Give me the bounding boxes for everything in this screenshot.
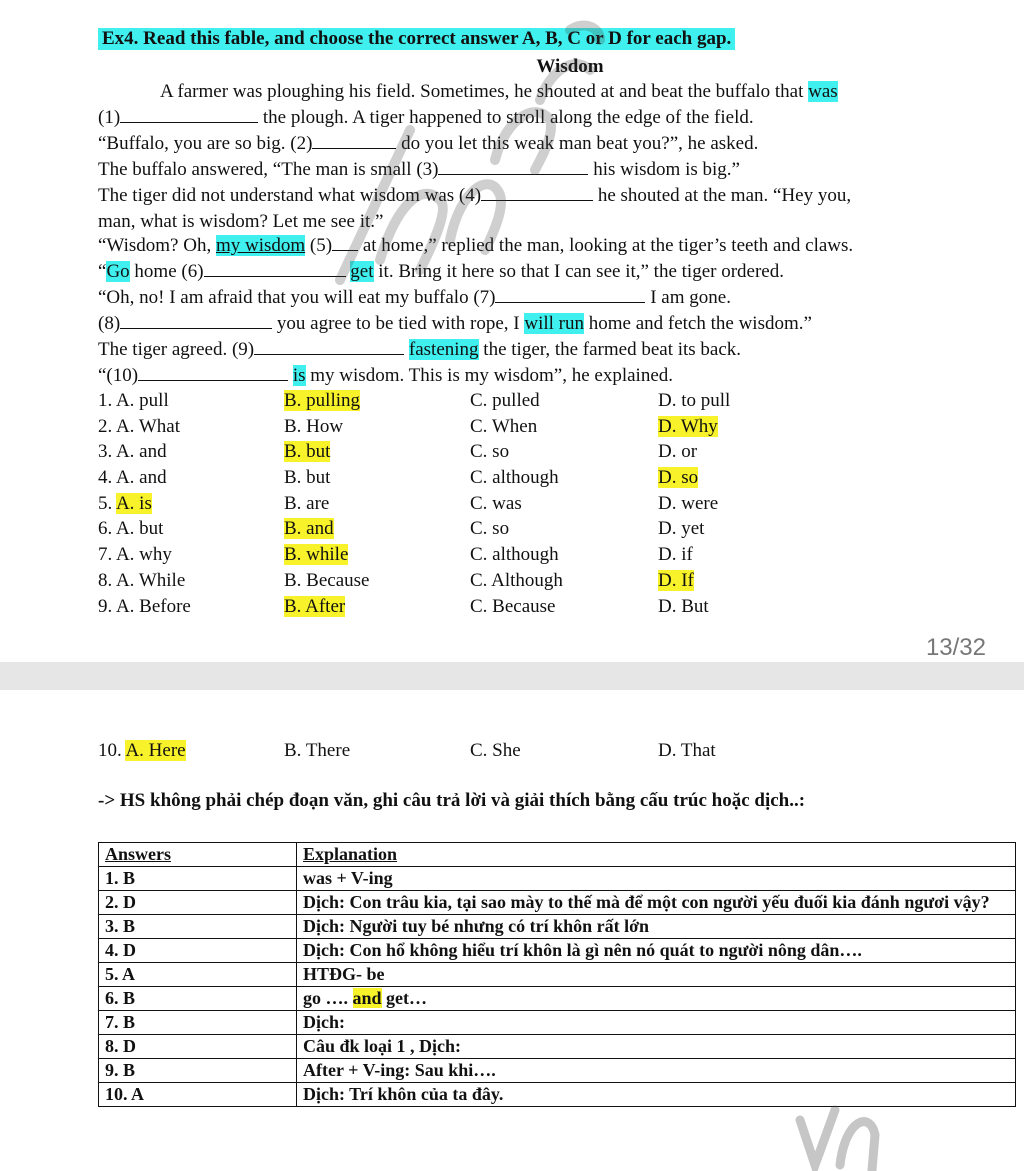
passage-text: “(10) xyxy=(98,365,139,386)
choice-label: A. What xyxy=(115,415,180,437)
table-cell xyxy=(99,867,297,891)
option-choice xyxy=(98,596,191,618)
correct-choice: D. If xyxy=(658,569,694,591)
explanation-cell: Dịch: Con hổ không hiểu trí khôn là gì nên nó quát to người nông dân…. xyxy=(303,940,862,960)
option-choice xyxy=(470,390,540,412)
highlighted-text: my wisdom xyxy=(215,235,306,256)
correct-choice: A. Here xyxy=(125,740,186,761)
choice-label: A. but xyxy=(115,518,164,540)
choice-label: A. why xyxy=(115,544,172,566)
answer-blank xyxy=(481,184,593,201)
choice-label: C. When xyxy=(470,415,538,437)
passage-text: at home,” replied the man, looking at the tiger’s teeth and claws. xyxy=(358,235,854,256)
answer-blank xyxy=(495,286,645,303)
answer-cell: 7. B xyxy=(105,1012,136,1032)
option-row-10 xyxy=(98,740,898,766)
highlighted-text: Go xyxy=(106,261,130,282)
question-number: 9. xyxy=(98,595,116,617)
instruction-note: -> HS không phải chép đoạn văn, ghi câu trả lời và giải thích bằng cấu trúc hoặc dịch..: xyxy=(98,790,806,811)
option-choice xyxy=(470,493,522,515)
option-choice xyxy=(470,441,509,463)
table-cell xyxy=(297,891,1016,915)
passage-text: I am gone. xyxy=(645,287,731,308)
table-row xyxy=(99,1011,1016,1035)
explanation-cell: Dịch: Con trâu kia, tại sao mày to thế mà để một con người yếu đuối kia đánh ngươi vậy? xyxy=(303,892,990,912)
passage-text: my wisdom. This is my wisdom”, he explained. xyxy=(305,365,674,386)
table-row xyxy=(99,891,1016,915)
option-choice xyxy=(98,441,167,463)
correct-choice: D. so xyxy=(658,467,699,489)
option-choice xyxy=(284,518,334,540)
fable-title-text: Wisdom xyxy=(536,56,604,77)
passage-text: the tiger, the farmed beat its back. xyxy=(478,339,742,360)
question-number: 3. xyxy=(98,441,116,463)
option-choice xyxy=(284,544,348,566)
highlighted-text: will run xyxy=(524,313,584,334)
table-cell xyxy=(99,915,297,939)
option-choice xyxy=(658,467,698,489)
choice-label: B. How xyxy=(284,415,344,437)
passage-text: home (6) xyxy=(129,261,204,282)
table-cell xyxy=(297,963,1016,987)
choice-label: D. or xyxy=(658,441,698,463)
question-number: 2. xyxy=(98,415,116,437)
answer-cell: 4. D xyxy=(105,940,136,960)
fable-title xyxy=(0,56,1024,78)
highlighted-text: fastening xyxy=(408,339,479,360)
passage-text: you agree to be tied with rope, I xyxy=(272,313,525,334)
option-choice xyxy=(284,596,345,618)
option-choice xyxy=(284,441,330,463)
correct-choice: B. while xyxy=(284,544,349,566)
choice-label: C. She xyxy=(470,740,521,761)
table-row xyxy=(99,867,1016,891)
passage-line xyxy=(98,184,851,208)
option-choice xyxy=(658,518,704,540)
page-separator xyxy=(0,662,1024,690)
option-choice xyxy=(658,416,718,438)
option-choice xyxy=(284,570,369,592)
option-choice xyxy=(470,518,509,540)
answer-cell: 6. B xyxy=(105,988,136,1008)
choice-label: B. are xyxy=(284,492,330,514)
answer-cell: 5. A xyxy=(105,964,136,984)
answer-blank xyxy=(438,158,588,175)
passage-text: The tiger agreed. (9) xyxy=(98,339,255,360)
choice-label: C. was xyxy=(470,492,522,514)
table-row xyxy=(99,1083,1016,1107)
explanation-cell: HTĐG- be xyxy=(303,964,385,984)
option-choice xyxy=(470,544,559,566)
choice-label: B. Because xyxy=(284,569,370,591)
question-number: 5. xyxy=(98,492,116,514)
explanation-cell: go …. and get… xyxy=(303,988,428,1008)
passage-line xyxy=(160,80,838,104)
passage-text: the plough. A tiger happened to stroll along the edge of the field. xyxy=(258,107,754,128)
passage-text: it. Bring it here so that I can see it,” the tiger ordered. xyxy=(373,261,784,282)
question-number: 1. xyxy=(98,390,116,411)
choice-label: C. pulled xyxy=(470,390,540,411)
table-cell xyxy=(297,915,1016,939)
option-choice xyxy=(284,740,350,762)
option-choice xyxy=(284,493,329,515)
answer-cell: Answers xyxy=(105,844,171,864)
passage-line xyxy=(98,234,853,258)
choice-label: A. Before xyxy=(115,595,191,617)
choice-label: A. and xyxy=(115,467,167,489)
question-number: 10. xyxy=(98,740,126,761)
exercise-title: Ex4. Read this fable, and choose the correct answer A, B, C or D for each gap. xyxy=(98,28,735,50)
option-choice xyxy=(658,493,718,515)
choice-label: B. There xyxy=(284,740,351,761)
explanation-cell: Dịch: xyxy=(303,1012,345,1032)
highlighted-text: was xyxy=(808,81,838,102)
table-cell xyxy=(297,1059,1016,1083)
choice-label: A. pull xyxy=(115,390,169,411)
explanation-cell: After + V-ing: Sau khi…. xyxy=(303,1060,496,1080)
choice-label: A. While xyxy=(115,569,186,591)
answer-blank xyxy=(332,234,358,251)
passage-line xyxy=(98,338,741,362)
choice-label: C. Although xyxy=(470,569,563,591)
table-cell xyxy=(99,1035,297,1059)
answer-cell: 10. A xyxy=(105,1084,145,1104)
explanation-cell: Explanation xyxy=(303,844,398,864)
option-choice xyxy=(470,467,559,489)
table-row xyxy=(99,1035,1016,1059)
choice-label: C. so xyxy=(470,518,510,540)
answer-cell: 9. B xyxy=(105,1060,136,1080)
passage-text: (1) xyxy=(98,107,121,128)
option-choice xyxy=(470,740,521,762)
answer-cell: 1. B xyxy=(105,868,136,888)
highlighted-text: is xyxy=(292,365,306,386)
table-cell xyxy=(297,939,1016,963)
option-choice xyxy=(658,740,716,762)
table-row xyxy=(99,939,1016,963)
option-choice xyxy=(98,544,172,566)
table-cell xyxy=(297,1011,1016,1035)
option-choice xyxy=(658,544,693,566)
table-cell xyxy=(297,843,1016,867)
choice-label: C. although xyxy=(470,467,559,489)
passage-text: “ xyxy=(98,261,107,282)
option-choice xyxy=(98,570,185,592)
passage-text: A farmer was ploughing his field. Sometimes, he shouted at and beat the buffalo that xyxy=(160,81,809,102)
choice-label: C. so xyxy=(470,441,510,463)
option-choice xyxy=(98,467,167,489)
answer-blank xyxy=(312,132,396,149)
passage-text: home and fetch the wisdom.” xyxy=(584,313,812,334)
option-choice xyxy=(98,740,186,762)
passage-line xyxy=(98,286,731,310)
question-number: 7. xyxy=(98,544,116,566)
passage-text: he shouted at the man. “Hey you, xyxy=(593,185,852,206)
passage-line xyxy=(98,132,758,156)
passage-line xyxy=(98,312,812,336)
passage-line xyxy=(98,260,784,284)
option-choice xyxy=(658,570,694,592)
explanation-cell: was + V-ing xyxy=(303,868,393,888)
passage-text: his wisdom is big.” xyxy=(588,159,740,180)
correct-choice: B. After xyxy=(284,595,346,617)
table-cell xyxy=(297,1035,1016,1059)
choice-label: D. But xyxy=(658,595,709,617)
choice-label: A. and xyxy=(115,441,167,463)
choice-label: D. were xyxy=(658,492,719,514)
choice-label: D. That xyxy=(658,740,716,761)
correct-choice: D. Why xyxy=(658,415,718,437)
passage-text: “Buffalo, you are so big. (2) xyxy=(98,133,313,154)
passage-text: (8) xyxy=(98,313,121,334)
table-cell xyxy=(99,1083,297,1107)
choice-label: D. if xyxy=(658,544,693,566)
passage-text: man, what is wisdom? Let me see it.” xyxy=(98,211,384,232)
option-choice xyxy=(284,467,330,489)
answer-blank xyxy=(138,364,288,381)
question-number: 8. xyxy=(98,569,116,591)
table-row xyxy=(99,1059,1016,1083)
table-row xyxy=(99,987,1016,1011)
page-indicator: 13/32 xyxy=(925,634,986,661)
option-choice xyxy=(470,570,563,592)
passage-text: (5) xyxy=(305,235,333,256)
answer-cell: 3. B xyxy=(105,916,136,936)
option-choice xyxy=(284,416,343,438)
answer-cell: 2. D xyxy=(105,892,136,912)
choice-label: C. although xyxy=(470,544,559,566)
explanation-cell: Dịch: Trí khôn của ta đây. xyxy=(303,1084,504,1104)
table-cell xyxy=(297,1083,1016,1107)
option-choice xyxy=(98,493,152,515)
passage-text: “Oh, no! I am afraid that you will eat my buffalo (7) xyxy=(98,287,496,308)
highlighted-text: get xyxy=(350,261,374,282)
table-header-row xyxy=(99,843,1016,867)
table-cell xyxy=(99,963,297,987)
table-cell xyxy=(99,891,297,915)
question-number: 4. xyxy=(98,467,116,489)
option-choice xyxy=(98,390,169,412)
passage-text: do you let this weak man beat you?”, he asked. xyxy=(396,133,759,154)
passage-text: The buffalo answered, “The man is small (3) xyxy=(98,159,439,180)
option-choice xyxy=(658,390,730,412)
option-choice xyxy=(98,518,163,540)
option-choice xyxy=(658,596,709,618)
passage-text: The tiger did not understand what wisdom was (4) xyxy=(98,185,482,206)
answer-blank xyxy=(204,260,346,277)
table-cell xyxy=(297,867,1016,891)
passage-line xyxy=(98,158,740,182)
question-number: 6. xyxy=(98,518,116,540)
correct-choice: B. pulling xyxy=(284,390,361,411)
table-cell xyxy=(99,1011,297,1035)
answer-blank xyxy=(120,312,272,329)
option-choice xyxy=(98,416,180,438)
correct-choice: A. is xyxy=(115,492,152,514)
table-cell xyxy=(99,1059,297,1083)
option-choice xyxy=(658,441,697,463)
answer-blank xyxy=(120,106,258,123)
answers-table xyxy=(98,842,1016,1107)
passage-line xyxy=(98,364,673,388)
answer-cell: 8. D xyxy=(105,1036,136,1056)
passage-text: “Wisdom? Oh, xyxy=(98,235,216,256)
choice-label: D. to pull xyxy=(658,390,731,411)
table-cell xyxy=(297,987,1016,1011)
option-choice xyxy=(470,416,537,438)
explanation-cell: Dịch: Người tuy bé nhưng có trí khôn rất lớn xyxy=(303,916,650,936)
answer-blank xyxy=(254,338,404,355)
table-cell xyxy=(99,939,297,963)
choice-label: D. yet xyxy=(658,518,705,540)
table-row xyxy=(99,915,1016,939)
correct-choice: B. and xyxy=(284,518,334,540)
correct-choice: B. but xyxy=(284,441,331,463)
passage-line xyxy=(98,210,383,234)
explanation-cell: Câu đk loại 1 , Dịch: xyxy=(303,1036,462,1056)
choice-label: B. but xyxy=(284,467,331,489)
table-cell xyxy=(99,987,297,1011)
choice-label: C. Because xyxy=(470,595,556,617)
option-choice xyxy=(284,390,360,412)
option-choice xyxy=(470,596,555,618)
passage-line xyxy=(98,106,754,130)
table-cell xyxy=(99,843,297,867)
table-row xyxy=(99,963,1016,987)
